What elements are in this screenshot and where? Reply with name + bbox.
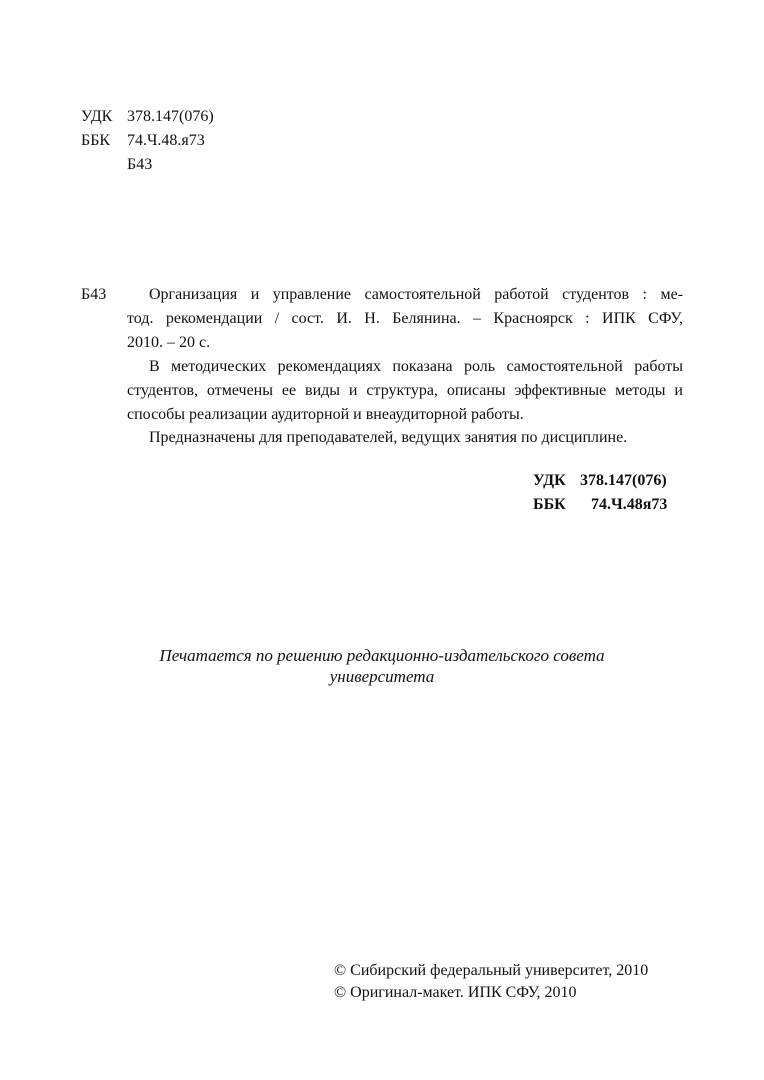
annotation-line-4: Предназначены для преподавателей, ведущих занятия по дисциплине.	[149, 429, 628, 446]
codes-udk-value: 378.147(076)	[580, 472, 667, 489]
copyright-line-2: © Оригинал-макет. ИПК СФУ, 2010	[334, 984, 577, 1001]
print-note-line-2: университета	[329, 667, 435, 686]
entry-author-mark: Б43	[81, 286, 107, 303]
print-note-line-1: Печатается по решению редакционно-издательского совета	[159, 646, 605, 665]
codes-bbk-label: ББК	[533, 496, 566, 513]
annotation-line-1: В методических рекомендациях показана роль самостоятельной работы	[149, 358, 683, 375]
codes-bbk-value: 74.Ч.48я73	[591, 496, 668, 513]
entry-line-3: 2010. – 20 с.	[127, 334, 211, 351]
header-bbk-label: ББК	[81, 132, 111, 149]
codes-udk-label: УДК	[533, 472, 566, 489]
annotation-line-3: способы реализации аудиторной и внеаудиторной работы.	[127, 406, 524, 423]
annotation-line-2: студентов, отмечены ее виды и структура, описаны эффективные методы и	[127, 382, 683, 399]
header-udk-label: УДК	[81, 108, 113, 125]
copyright-line-1: © Сибирский федеральный университет, 2010	[334, 962, 649, 979]
header-author-mark: Б43	[127, 156, 153, 173]
entry-line-2: тод. рекомендации / сост. И. Н. Белянина. – Красноярск : ИПК СФУ,	[127, 310, 683, 327]
header-bbk-value: 74.Ч.48.я73	[127, 132, 205, 149]
entry-line-1: Организация и управление самостоятельной работой студентов : ме-	[149, 286, 683, 303]
header-udk-value: 378.147(076)	[127, 108, 214, 125]
